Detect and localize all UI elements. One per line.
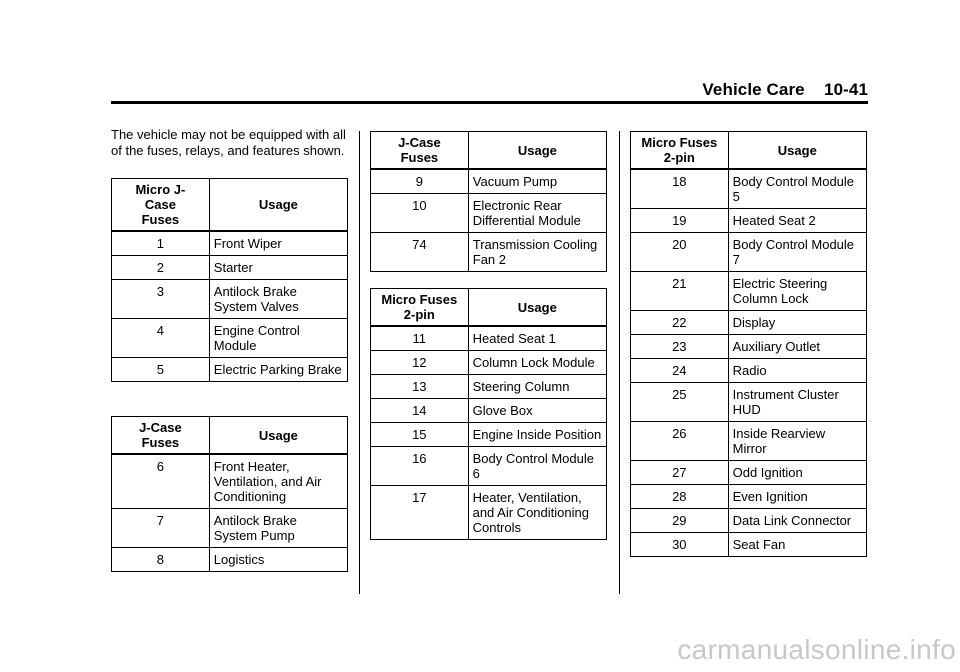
fuse-table-jcase-2 bbox=[370, 131, 607, 272]
table-row bbox=[371, 169, 607, 194]
fuse-number-cell: 14 bbox=[371, 399, 469, 423]
fuse-usage-cell: Vacuum Pump bbox=[468, 169, 606, 194]
column-header-fuse: Micro Fuses 2-pin bbox=[371, 289, 469, 327]
fuse-usage-cell: Engine Control Module bbox=[209, 319, 347, 358]
fuse-number-cell: 8 bbox=[112, 548, 210, 572]
table-row bbox=[631, 209, 867, 233]
fuse-usage-cell: Column Lock Module bbox=[468, 351, 606, 375]
fuse-usage-cell: Even Ignition bbox=[728, 485, 866, 509]
fuse-usage-cell: Seat Fan bbox=[728, 533, 866, 557]
table-row bbox=[631, 461, 867, 485]
table-row bbox=[112, 509, 348, 548]
fuse-number-cell: 7 bbox=[112, 509, 210, 548]
fuse-usage-cell: Radio bbox=[728, 359, 866, 383]
fuse-number-cell: 27 bbox=[631, 461, 729, 485]
table-row bbox=[371, 447, 607, 486]
table-row bbox=[112, 280, 348, 319]
table-row bbox=[631, 383, 867, 422]
fuse-table-jcase-1 bbox=[111, 416, 348, 572]
fuse-number-cell: 9 bbox=[371, 169, 469, 194]
table-row bbox=[371, 233, 607, 272]
fuse-number-cell: 16 bbox=[371, 447, 469, 486]
fuse-number-cell: 29 bbox=[631, 509, 729, 533]
table-row bbox=[112, 231, 348, 256]
table-row bbox=[371, 486, 607, 540]
fuse-usage-cell: Heated Seat 2 bbox=[728, 209, 866, 233]
column-header-usage: Usage bbox=[209, 179, 347, 232]
column-divider-right bbox=[619, 131, 620, 594]
fuse-usage-cell: Body Control Module 6 bbox=[468, 447, 606, 486]
table-row bbox=[112, 319, 348, 358]
fuse-usage-cell: Transmission Cooling Fan 2 bbox=[468, 233, 606, 272]
fuse-number-cell: 12 bbox=[371, 351, 469, 375]
fuse-usage-cell: Steering Column bbox=[468, 375, 606, 399]
column-header-usage: Usage bbox=[209, 417, 347, 455]
table-row bbox=[112, 256, 348, 280]
column-divider-left bbox=[359, 131, 360, 594]
column-header-usage: Usage bbox=[468, 132, 606, 170]
column-header-fuse: J-Case Fuses bbox=[371, 132, 469, 170]
fuse-number-cell: 17 bbox=[371, 486, 469, 540]
column-header-fuse: Micro Fuses 2-pin bbox=[631, 132, 729, 170]
fuse-number-cell: 23 bbox=[631, 335, 729, 359]
column-header-usage: Usage bbox=[468, 289, 606, 327]
fuse-number-cell: 21 bbox=[631, 272, 729, 311]
column-header-fuse: Micro J-Case Fuses bbox=[112, 179, 210, 232]
table-row bbox=[112, 358, 348, 382]
fuse-number-cell: 22 bbox=[631, 311, 729, 335]
fuse-usage-cell: Antilock Brake System Valves bbox=[209, 280, 347, 319]
fuse-usage-cell: Body Control Module 7 bbox=[728, 233, 866, 272]
intro-paragraph: The vehicle may not be equipped with all of the fuses, relays, and features shown. bbox=[111, 127, 346, 158]
fuse-usage-cell: Logistics bbox=[209, 548, 347, 572]
fuse-usage-cell: Odd Ignition bbox=[728, 461, 866, 485]
table-row bbox=[112, 548, 348, 572]
fuse-usage-cell: Heater, Ventilation, and Air Conditioning Controls bbox=[468, 486, 606, 540]
table-row bbox=[371, 326, 607, 351]
table-row bbox=[371, 351, 607, 375]
fuse-usage-cell: Electric Steering Column Lock bbox=[728, 272, 866, 311]
watermark-text: carmanualsonline.info bbox=[677, 634, 956, 665]
fuse-usage-cell: Instrument Cluster HUD bbox=[728, 383, 866, 422]
table-row bbox=[371, 423, 607, 447]
table-row bbox=[371, 375, 607, 399]
table-row bbox=[631, 233, 867, 272]
fuse-usage-cell: Electronic Rear Differential Module bbox=[468, 194, 606, 233]
fuse-table-micro-2pin-1 bbox=[370, 288, 607, 540]
table-row bbox=[631, 335, 867, 359]
fuse-number-cell: 6 bbox=[112, 454, 210, 509]
fuse-usage-cell: Display bbox=[728, 311, 866, 335]
table-row bbox=[371, 399, 607, 423]
column-header-fuse: J-Case Fuses bbox=[112, 417, 210, 455]
fuse-number-cell: 15 bbox=[371, 423, 469, 447]
fuse-usage-cell: Front Wiper bbox=[209, 231, 347, 256]
fuse-number-cell: 1 bbox=[112, 231, 210, 256]
fuse-number-cell: 30 bbox=[631, 533, 729, 557]
fuse-number-cell: 13 bbox=[371, 375, 469, 399]
fuse-number-cell: 11 bbox=[371, 326, 469, 351]
fuse-number-cell: 10 bbox=[371, 194, 469, 233]
page-header-title: Vehicle Care 10-41 bbox=[702, 80, 868, 99]
table-row bbox=[631, 272, 867, 311]
fuse-usage-cell: Auxiliary Outlet bbox=[728, 335, 866, 359]
fuse-table-micro-2pin-2 bbox=[630, 131, 867, 557]
fuse-number-cell: 25 bbox=[631, 383, 729, 422]
fuse-usage-cell: Electric Parking Brake bbox=[209, 358, 347, 382]
table-row bbox=[631, 533, 867, 557]
fuse-number-cell: 5 bbox=[112, 358, 210, 382]
fuse-usage-cell: Glove Box bbox=[468, 399, 606, 423]
table-row bbox=[631, 422, 867, 461]
fuse-table-micro-jcase bbox=[111, 178, 348, 382]
fuse-usage-cell: Engine Inside Position bbox=[468, 423, 606, 447]
fuse-usage-cell: Inside Rearview Mirror bbox=[728, 422, 866, 461]
table-row bbox=[112, 454, 348, 509]
fuse-usage-cell: Heated Seat 1 bbox=[468, 326, 606, 351]
fuse-usage-cell: Body Control Module 5 bbox=[728, 169, 866, 209]
fuse-number-cell: 19 bbox=[631, 209, 729, 233]
table-row bbox=[631, 485, 867, 509]
fuse-usage-cell: Starter bbox=[209, 256, 347, 280]
table-row bbox=[631, 509, 867, 533]
fuse-number-cell: 2 bbox=[112, 256, 210, 280]
fuse-number-cell: 3 bbox=[112, 280, 210, 319]
fuse-number-cell: 28 bbox=[631, 485, 729, 509]
fuse-usage-cell: Data Link Connector bbox=[728, 509, 866, 533]
fuse-number-cell: 20 bbox=[631, 233, 729, 272]
fuse-number-cell: 26 bbox=[631, 422, 729, 461]
column-header-usage: Usage bbox=[728, 132, 866, 170]
fuse-number-cell: 4 bbox=[112, 319, 210, 358]
fuse-number-cell: 18 bbox=[631, 169, 729, 209]
fuse-usage-cell: Front Heater, Ventilation, and Air Conditioning bbox=[209, 454, 347, 509]
table-row bbox=[631, 169, 867, 209]
fuse-usage-cell: Antilock Brake System Pump bbox=[209, 509, 347, 548]
table-row bbox=[631, 311, 867, 335]
table-row bbox=[371, 194, 607, 233]
fuse-number-cell: 24 bbox=[631, 359, 729, 383]
fuse-number-cell: 74 bbox=[371, 233, 469, 272]
header-rule bbox=[111, 101, 868, 104]
table-row bbox=[631, 359, 867, 383]
